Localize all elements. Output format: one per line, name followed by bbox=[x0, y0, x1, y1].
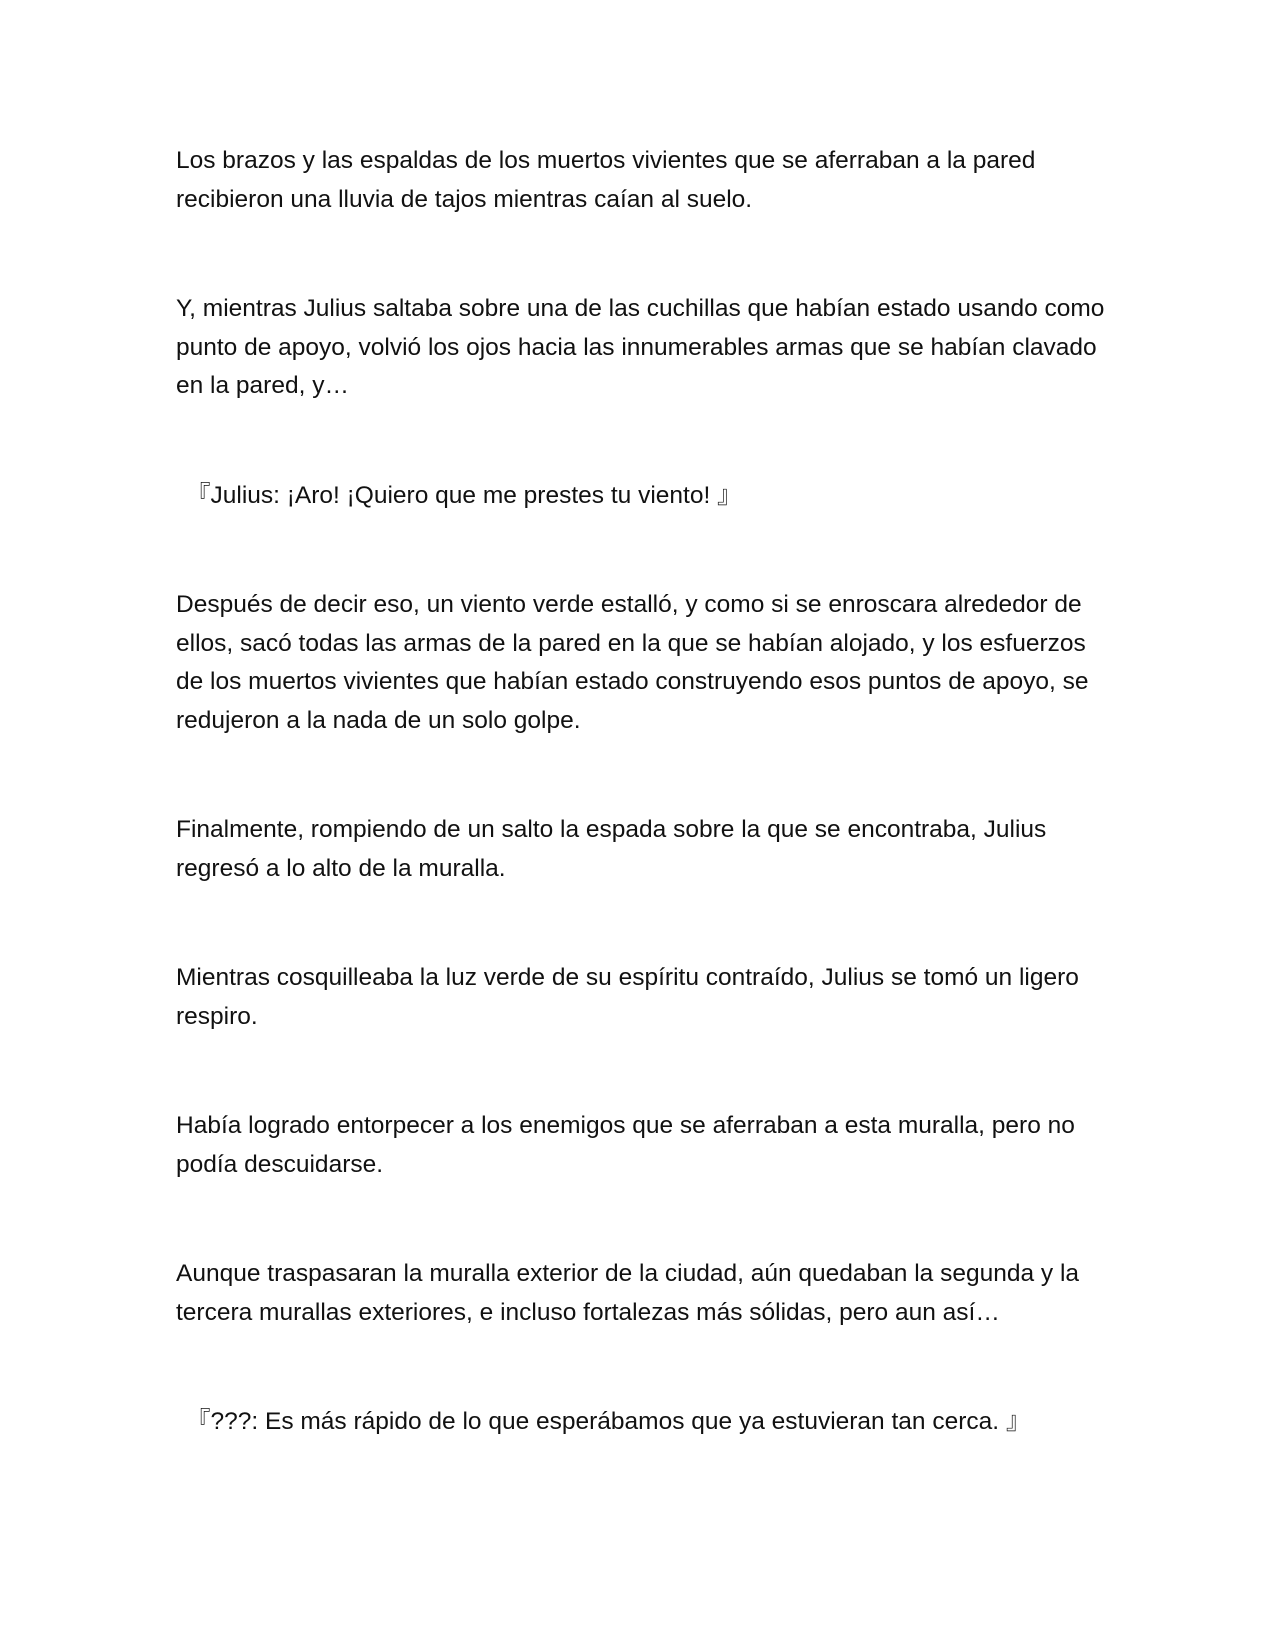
paragraph-6: Mientras cosquilleaba la luz verde de su espíritu contraído, Julius se tomó un ligero respiro. bbox=[176, 964, 1079, 1030]
paragraph-1: Los brazos y las espaldas de los muertos vivientes que se aferraban a la pared recibieron una lluvia de tajos mientras caían al suelo. bbox=[176, 147, 1036, 213]
paragraph-8: Aunque traspasaran la muralla exterior de la ciudad, aún quedaban la segunda y la tercera murallas exteriores, e incluso fortalezas más sólidas, pero aun así… bbox=[176, 1260, 1080, 1326]
paragraph-5: Finalmente, rompiendo de un salto la espada sobre la que se encontraba, Julius regresó a lo alto de la muralla. bbox=[176, 816, 1047, 882]
paragraph-7: Había logrado entorpecer a los enemigos que se aferraban a esta muralla, pero no podía descuidarse. bbox=[176, 1112, 1075, 1178]
document-body bbox=[176, 142, 1106, 1442]
dialogue-line-unknown: 『???: Es más rápido de lo que esperábamos que ya estuvieran tan cerca. 』 bbox=[186, 1408, 1031, 1435]
dialogue-line-julius: 『Julius: ¡Aro! ¡Quiero que me prestes tu viento! 』 bbox=[186, 481, 742, 509]
paragraph-4: Después de decir eso, un viento verde estalló, y como si se enroscara alrededor de ellos, sacó todas las armas de la pared en la que se habían alojado, y los esfuerzos de los muertos vivientes que habían estado construyendo esos puntos de apoyo, se redujeron a la nada de un solo golpe. bbox=[176, 591, 1089, 734]
paragraph-2: Y, mientras Julius saltaba sobre una de las cuchillas que habían estado usando como punto de apoyo, volvió los ojos hacia las innumerables armas que se habían clavado en la pared, y… bbox=[176, 295, 1105, 399]
